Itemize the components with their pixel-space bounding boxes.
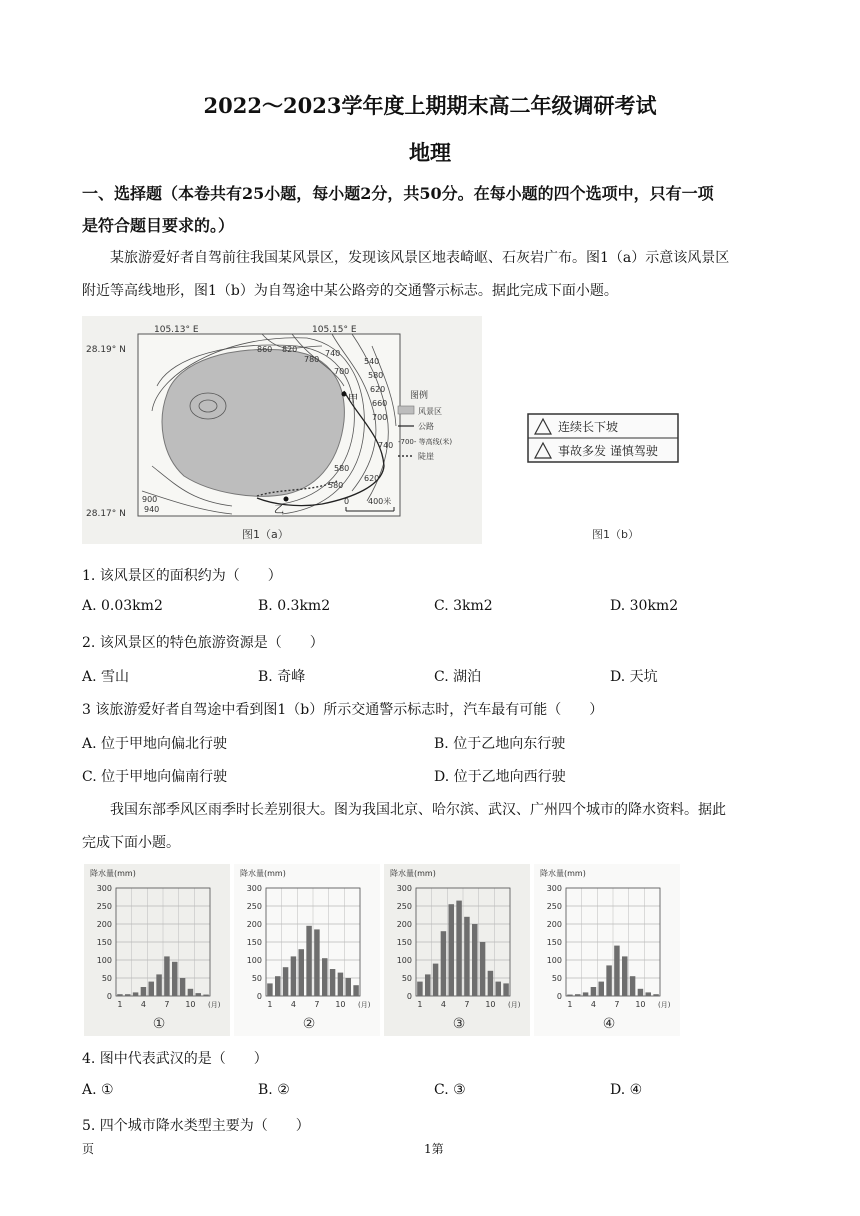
bar-month-12: [203, 995, 208, 996]
y-tick-label: 50: [551, 974, 562, 983]
figure-1b: [518, 400, 688, 550]
figure-1a-caption: 图1（a）: [242, 528, 289, 541]
precipitation-charts: [82, 864, 682, 1036]
figure-1b-caption: 图1（b）: [592, 528, 639, 541]
place-jia: 甲: [348, 394, 358, 405]
y-tick-label: 150: [396, 938, 412, 947]
section-heading-line2: 是符合题目要求的。）: [82, 216, 235, 235]
chart-number-label: ④: [602, 1016, 616, 1032]
passage-1-line2: 附近等高线地形，图1（b）为自驾途中某公路旁的交通警示标志。据此完成下面小题。: [82, 283, 618, 299]
bar-month-8: [322, 958, 327, 996]
q1-option-c: C. 3km2: [434, 598, 493, 614]
exam-title: 2022～2023学年度上期期末高二年级调研考试: [203, 93, 657, 118]
y-axis-label: 降水量(mm): [390, 869, 436, 878]
bar-month-7: [314, 929, 319, 996]
x-tick-label: 4: [140, 1000, 146, 1009]
q2-option-d: D. 天坑: [610, 669, 658, 685]
question-3-stem: 3 该旅游爱好者自驾途中看到图1（b）所示交通警示标志时，汽车最有可能（ ）: [82, 702, 604, 718]
bar-month-6: [456, 901, 461, 996]
contour-map: [82, 316, 482, 544]
y-tick-label: 250: [96, 902, 112, 911]
bar-month-7: [164, 956, 169, 996]
bar-month-4: [141, 987, 146, 996]
y-axis-label: 降水量(mm): [240, 869, 286, 878]
y-tick-label: 100: [546, 956, 562, 965]
bar-month-9: [630, 976, 635, 996]
bar-month-7: [614, 946, 619, 996]
y-tick-label: 100: [396, 956, 412, 965]
chart-number-label: ①: [152, 1016, 166, 1032]
x-tick-label: 10: [335, 1000, 346, 1009]
contour-label: 580: [368, 371, 384, 380]
bar-month-6: [306, 926, 311, 996]
y-tick-label: 50: [401, 974, 412, 983]
passage-2: [82, 794, 782, 860]
bar-month-12: [503, 983, 508, 996]
bar-month-4: [441, 931, 446, 996]
y-tick-label: 200: [246, 920, 262, 929]
y-tick-label: 0: [406, 992, 412, 1001]
legend-road: 公路: [418, 422, 434, 431]
q4-option-b: B. ②: [258, 1082, 290, 1098]
bar-month-5: [599, 982, 604, 996]
bar-month-9: [330, 969, 335, 996]
q3-option-a: A. 位于甲地向偏北行驶: [82, 736, 228, 752]
passage-1-line1: 某旅游爱好者自驾前往我国某风景区，发现该风景区地表崎岖、石灰岩广布。图1（a）示意该风景区: [110, 250, 730, 266]
x-axis-label: (月): [358, 1001, 371, 1009]
question-4-stem: 4. 图中代表武汉的是（ ）: [82, 1051, 268, 1067]
y-tick-label: 200: [96, 920, 112, 929]
y-axis-label: 降水量(mm): [90, 869, 136, 878]
precip-chart-1: [84, 864, 230, 1036]
bar-month-2: [125, 994, 130, 996]
question-2-stem: 2. 该风景区的特色旅游资源是（ ）: [82, 635, 324, 651]
contour-label: 780: [304, 355, 320, 364]
sign-line2: 事故多发 谨慎驾驶: [558, 444, 658, 458]
bar-month-1: [417, 982, 422, 996]
y-tick-label: 300: [96, 884, 112, 893]
footer-left: 页: [82, 1142, 95, 1156]
contour-label: 700: [372, 413, 388, 422]
q2-option-b: B. 奇峰: [258, 669, 306, 685]
y-tick-label: 300: [546, 884, 562, 893]
bar-month-6: [606, 965, 611, 996]
bar-month-3: [133, 992, 138, 996]
legend-title: 图例: [410, 391, 429, 401]
subject-title: 地理: [409, 140, 451, 165]
contour-label: 580: [328, 481, 344, 490]
x-tick-label: 7: [314, 1000, 320, 1009]
scale-zero: 0: [344, 497, 350, 506]
q1-option-a: A. 0.03km2: [82, 598, 163, 614]
contour-label: 740: [378, 441, 394, 450]
figure-1a: [82, 316, 482, 544]
contour-label: 620: [364, 474, 380, 483]
y-tick-label: 300: [396, 884, 412, 893]
bar-month-12: [653, 994, 658, 996]
precipitation-charts-svg: [82, 864, 682, 1036]
bar-month-3: [433, 964, 438, 996]
bar-month-5: [299, 949, 304, 996]
contour-label: 940: [144, 505, 160, 514]
section-heading: [82, 178, 782, 242]
passage-2-line1: 我国东部季风区雨季时长差别很大。图为我国北京、哈尔滨、武汉、广州四个城市的降水资料。据此: [110, 802, 726, 818]
y-tick-label: 150: [546, 938, 562, 947]
lat-bottom: 28.17° N: [86, 509, 126, 519]
x-tick-label: 4: [590, 1000, 596, 1009]
bar-month-10: [338, 973, 343, 996]
contour-label: 580: [334, 464, 350, 473]
bar-month-9: [480, 942, 485, 996]
q2-option-a: A. 雪山: [82, 669, 130, 685]
section-heading-line1: 一、选择题（本卷共有25小题，每小题2分，共50分。在每小题的四个选项中，只有一项: [82, 184, 714, 203]
q3-option-b: B. 位于乙地向东行驶: [434, 736, 566, 752]
x-tick-label: 10: [635, 1000, 646, 1009]
y-tick-label: 300: [246, 884, 262, 893]
y-tick-label: 100: [96, 956, 112, 965]
bar-month-11: [646, 992, 651, 996]
contour-label: 540: [364, 357, 380, 366]
x-tick-label: 1: [417, 1000, 423, 1009]
contour-label: 740: [325, 349, 341, 358]
chart-number-label: ②: [302, 1016, 316, 1032]
x-tick-label: 10: [485, 1000, 496, 1009]
question-1-stem: 1. 该风景区的面积约为（ ）: [82, 568, 282, 584]
y-axis-label: 降水量(mm): [540, 869, 586, 878]
precip-chart-2: [234, 864, 380, 1036]
bar-month-11: [346, 978, 351, 996]
q1-option-b: B. 0.3km2: [258, 598, 331, 614]
y-tick-label: 50: [101, 974, 112, 983]
bar-month-3: [283, 967, 288, 996]
y-tick-label: 0: [106, 992, 112, 1001]
lon-right: 105.15° E: [312, 325, 357, 335]
x-tick-label: 4: [440, 1000, 446, 1009]
q4-option-a: A. ①: [82, 1082, 114, 1098]
q4-option-d: D. ④: [610, 1082, 643, 1098]
contour-label: 620: [370, 385, 386, 394]
bar-month-6: [156, 974, 161, 996]
bar-month-4: [291, 956, 296, 996]
q4-option-c: C. ③: [434, 1082, 466, 1098]
place-yi: 乙: [274, 505, 284, 516]
bar-month-12: [353, 985, 358, 996]
lat-top: 28.19° N: [86, 345, 126, 355]
bar-month-8: [172, 962, 177, 996]
q3-option-c: C. 位于甲地向偏南行驶: [82, 769, 228, 785]
x-tick-label: 1: [117, 1000, 123, 1009]
y-tick-label: 200: [396, 920, 412, 929]
bar-month-1: [117, 994, 122, 996]
bar-month-9: [180, 978, 185, 996]
y-tick-label: 0: [556, 992, 562, 1001]
bar-month-2: [425, 974, 430, 996]
x-tick-label: 1: [567, 1000, 573, 1009]
legend-cliff: 陡崖: [418, 452, 434, 461]
y-tick-label: 150: [96, 938, 112, 947]
x-tick-label: 7: [464, 1000, 470, 1009]
x-tick-label: 4: [290, 1000, 296, 1009]
lon-left: 105.13° E: [154, 325, 199, 335]
bar-month-8: [472, 924, 477, 996]
y-tick-label: 250: [246, 902, 262, 911]
y-tick-label: 250: [546, 902, 562, 911]
scenic-area: [162, 349, 344, 496]
y-tick-label: 150: [246, 938, 262, 947]
contour-label: 660: [372, 399, 388, 408]
x-tick-label: 7: [614, 1000, 620, 1009]
bar-month-10: [488, 971, 493, 996]
contour-label: 900: [142, 495, 158, 504]
x-tick-label: 7: [164, 1000, 170, 1009]
legend-scenic: 风景区: [418, 407, 442, 416]
q2-option-c: C. 湖泊: [434, 669, 482, 685]
contour-label: 860: [257, 345, 273, 354]
bar-month-2: [275, 976, 280, 996]
y-tick-label: 100: [246, 956, 262, 965]
passage-1: [82, 242, 782, 308]
contour-label: 820: [282, 345, 298, 354]
sign-line1: 连续长下坡: [558, 420, 619, 434]
bar-month-11: [496, 982, 501, 996]
bar-month-4: [591, 987, 596, 996]
warning-sign: [518, 400, 688, 550]
chart-number-label: ③: [452, 1016, 466, 1032]
y-tick-label: 250: [396, 902, 412, 911]
bar-month-7: [464, 917, 469, 996]
x-tick-label: 10: [185, 1000, 196, 1009]
precip-chart-4: [534, 864, 680, 1036]
x-tick-label: 1: [267, 1000, 273, 1009]
x-axis-label: (月): [208, 1001, 221, 1009]
x-axis-label: (月): [508, 1001, 521, 1009]
footer-page: 1第: [424, 1142, 444, 1156]
bar-month-1: [567, 995, 572, 996]
y-tick-label: 200: [546, 920, 562, 929]
q3-option-d: D. 位于乙地向西行驶: [434, 769, 566, 785]
scale-end: 400米: [368, 497, 392, 506]
bar-month-8: [622, 956, 627, 996]
y-tick-label: 50: [251, 974, 262, 983]
bar-month-5: [449, 904, 454, 996]
legend-contour: -700- 等高线(米): [398, 438, 453, 446]
bar-month-5: [149, 982, 154, 996]
y-tick-label: 0: [256, 992, 262, 1001]
bar-month-10: [188, 989, 193, 996]
x-axis-label: (月): [658, 1001, 671, 1009]
contour-label: 700: [334, 367, 350, 376]
precip-chart-3: [384, 864, 530, 1036]
bar-month-10: [638, 989, 643, 996]
bar-month-11: [196, 993, 201, 996]
bar-month-3: [583, 992, 588, 996]
passage-2-line2: 完成下面小题。: [82, 835, 180, 851]
q1-option-d: D. 30km2: [610, 598, 679, 614]
bar-month-1: [267, 983, 272, 996]
question-5-stem: 5. 四个城市降水类型主要为（ ）: [82, 1118, 310, 1134]
bar-month-2: [575, 994, 580, 996]
